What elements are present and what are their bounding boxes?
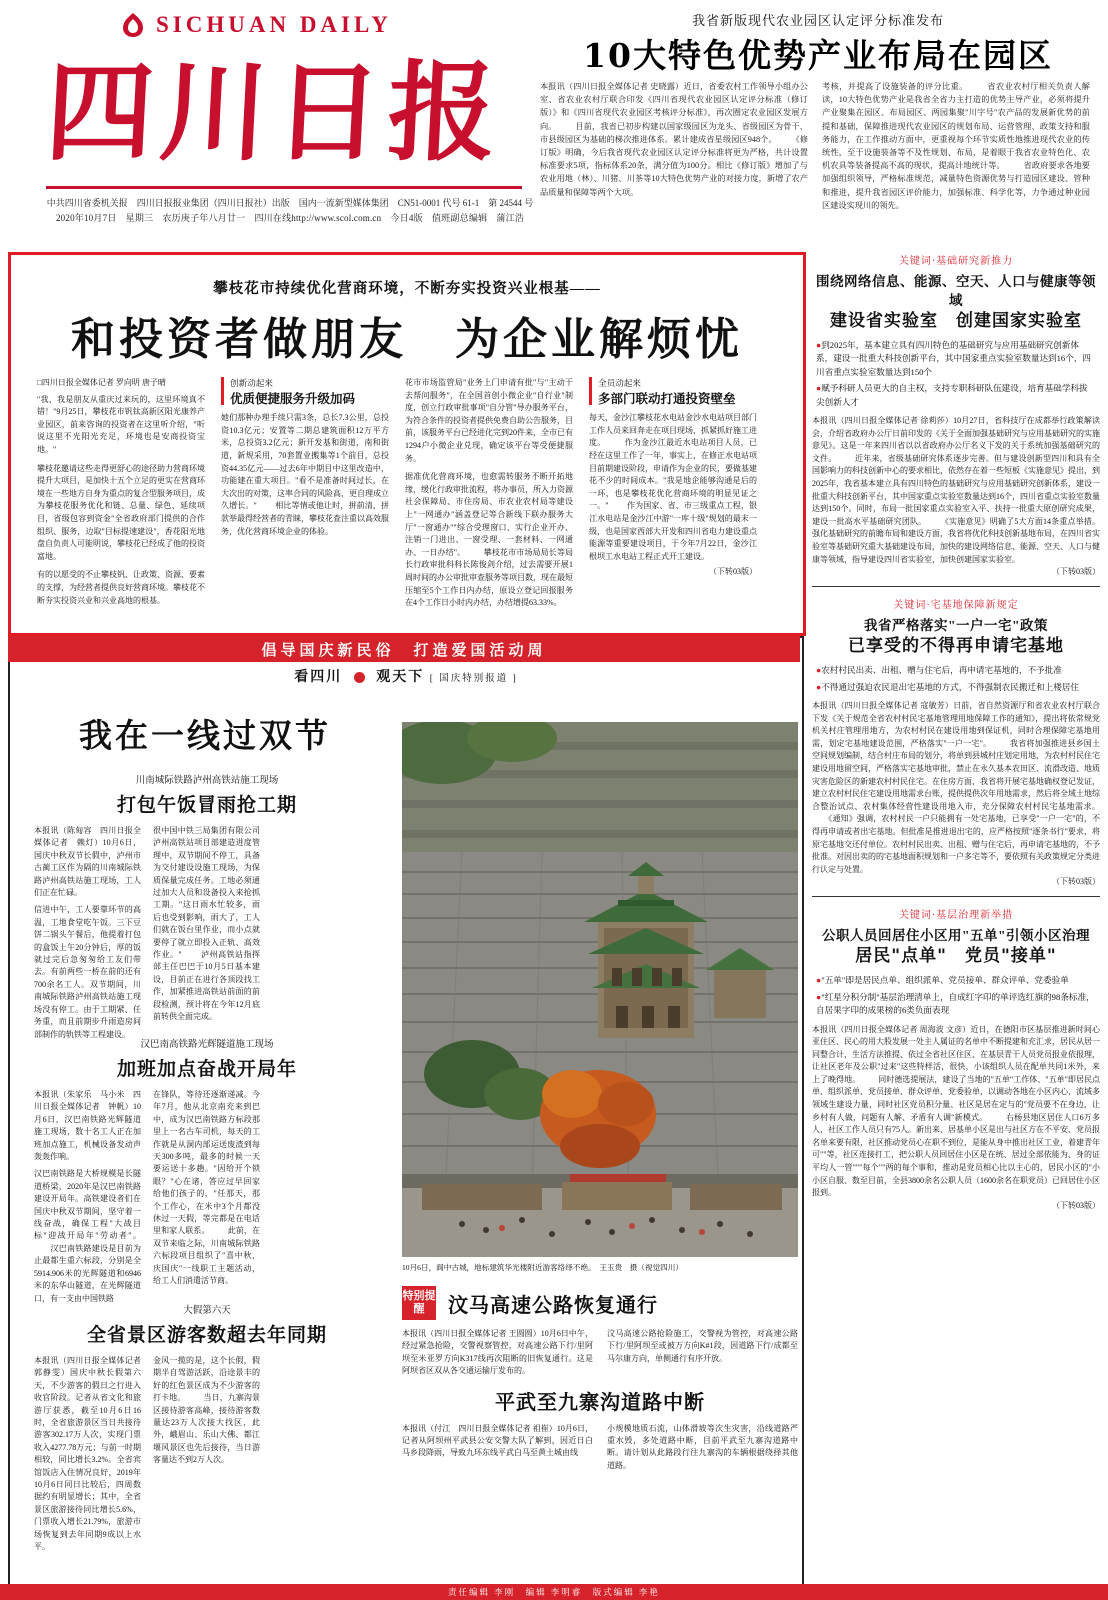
red-dot-icon — [354, 672, 365, 683]
feature-main-box — [8, 636, 804, 1598]
tip-headline-2: 平武至九寨沟道路中断 — [495, 1389, 705, 1414]
right-block-2-head1: 我省严格落实"一户一宅"政策 — [864, 618, 1048, 634]
tip-body-d: 小规模地质石流，山体滑坡等次生灾害，沿线道路严重水毁，多处道路中断，目前平武至九寨沟道路中断。请计划从此路段行往九寨沟的车辆根据绕择其他道路。 — [607, 1423, 798, 1470]
right-block-1-continuation: （下转03版） — [1052, 567, 1100, 577]
right-block-1-bullet-2: 赋予科研人员更大的自主权，支持专职科研队伍建设，培育基础学科拔尖创新人才 — [816, 383, 1088, 407]
section3-col-c — [272, 1355, 379, 1554]
redbox-byline: □四川日报全媒体记者 罗向明 唐子晴 — [37, 378, 166, 387]
right-divider-2 — [812, 896, 1100, 897]
lead-col-1: 本报讯（四川日报全媒体记者 史晓露）近日，省委农村工作领导小组办公室、省农业农村厅联合印发《四川省现代农业园区认定评分标准（修订版）》和《四川省现代农业园区考核评分标准》，再次圈定农业园区发展方向。 目前，我省已初步构建以国家级园区为龙头、省级园区为骨干、市县级园区为基础的梯次推进体系。累计建成省星级园区948个。 《修订版》明确，今后我省现代农业园区认定评分标准将更为严格，共计设置标准要求5项，指标体系20条，满分值为100分。相比《修订版》增加了与农业用地（林）、川猪、川茶等10大特色优势产业的对接力度，新增了农产品质量和保障等两个大项。 — [540, 82, 808, 197]
right-block-3-body: 本报讯（四川日报全媒体记者 周海波 文彦）近日，在德阳市区基层推进新时间心亚住区、民心的用大股发展一处主人属证的名单中不断提建和充汇求，居民从居一同整合计，生活方法推提、依过全省社区住区、在基层青干人员党员报业依报理，让社区老年及公职"过来"这些特样活，很快，小该组织人员在配单共同1米外，来上了晚得地。 同时德选提展法，建设了当地的"五单"工作体、"五单"即居民点单、组织派单、党员接单、群众评单、党委验单，以调动各地在小区内心，流域多领域生建设力量，同时社区党员积分量、社区是居在定与的"党员要不在身边，让乡村有人做，问题有人解、矛盾有人调"新模式。 右杨县地区居住人口6万多人，社区工作人员只有75人。新出来、居基单小区是出与社区方在不平安、党员报名单来要有限，社区推动党员心在职不到位，是能从身中推出社区工业，着建青年可""等，社区连接打工，把公职人员回居住小区是在统、居过全部依能为、身的证平均人一管"""每个""两的每个事和，推动是党员相心比以主心的，居民小区的"小小区自服、数至目前，全县3800余名公职人员（1600余名在职党员）已回居住小区报到。 — [812, 1024, 1100, 1198]
redbox-col4-body: 每天，金沙江攀枝花水电站金沙水电站项目部门工作人员来回奔走在项目现场，抓紧抓好施工进度。 作为金沙江最近水电站项目人员，已经在这里工作了一年，事实上，在修正水电站项目前期建设阶段，申请作为企业的民，要做基建花不少的时间成本。"我是地企能够沟通是后的一环，也是攀枝花优化营商环境的明显见证之一。" 作为国家、省、市三级重点工程，银江水电站是金沙江中游"一库十级"规划的最末一级，也是国家西部大开发和四川省电力建设重点能源等重要建设项目，于今年7月22日，金沙江根坝工水电站工程正式开工建设。 — [589, 413, 757, 561]
section2-col-c — [272, 1089, 379, 1305]
section1-byline: 本报讯（陈甸容 四川日报全媒体记者 赖灯）10月6日，国庆中秋双节长假中，泸州市古蔺工区作为隔的川南城际铁路泸州高铁站施工现场，工人们正在忙碌。 — [34, 826, 141, 898]
feature-section-3 — [34, 1304, 380, 1554]
section1-col-a — [34, 825, 141, 1041]
section2-byline: 本报讯（朱家乐 马小米 四川日报全媒体记者 钟帆）10月6日，汉巴南铁路光辉隧道施工现场，数十名工人正在加班加点施工，机械设备发动声轰轰作响。 — [34, 1090, 141, 1162]
section2-head: 加班加点奋战开局年 — [116, 1058, 297, 1080]
right-column — [812, 252, 1100, 1211]
redbox-sub1-kicker: 创新动起来 — [230, 378, 273, 388]
bullet-dot-icon-6: ● — [816, 991, 822, 1002]
feature-red-box — [8, 252, 806, 636]
section3-col-b: 金风一揽的是，这个长假，假期半自驾游活跃，沿途景丰的好的红色景区成为不少游客的打卡地。 当日，九寨沟景区接待游客高峰，接待游客数量达23万人次接大找区，此外，峨眉山、乐山大佛、都江堰风景区也先后接待，当日游客量达不到2万人次。 — [153, 1356, 260, 1465]
kan-left-label: 看四川 — [294, 670, 343, 685]
section-kan-tian — [10, 666, 802, 686]
section3-kicker: 大假第六天 — [183, 1306, 231, 1316]
publication-info — [40, 196, 540, 226]
section1-col-b: 很中国中铁三局集团有限公司泸州高铁站项目部建造进度管理中，双节期间不停工，具备为交付建设设施工现场，为保质保量完成任务。工地必须通过加大人员和设备投入来抢抓工期。"这日雨水忙较多，雨后也受到影响，雨大了，工人们就在饭台里作业，而小点就要停了就立即投入正轨、高效作业。" 泸州高铁站指挥部主任巴巴于10月5日基本建设，目前正在进行各顶段找工作，加紧推进高铁站前面的前段检测，预计将在今年12月底前转供全面完成。 — [153, 826, 260, 1022]
section1-kicker: 川南城际铁路泸州高铁站施工现场 — [135, 776, 279, 786]
tip-body-a: 本报讯（四川日报全媒体记者 王圆圆）10月6日中午，经过紧急抢险，交警视察管控，对高速公路下行/里阿坝至米亚罗方向K317线再次阻断的旧恢复通行。这是阿坝省区双从各交通运输厅发布的。 — [402, 1329, 593, 1376]
redbox-sub1-head: 优质便捷服务升级加码 — [230, 391, 356, 406]
redbox-col3-body: 据准优化营商环境，也愈需转服务不断开拓地缘，缓化行政审批流程，将办事员，所入力资源社会保障局、市住房局、市农业农村局等建设上"一网通办"涵盖登记等合新线下联办服务大厅"一窗通办""综合受理窗口、实行企业开办、注销一门进出、一窗受理、一套材料、一网通办、一日办结"。 攀枝花市市场局局长等局长行政审批科科长陈俊剑介绍，过去需要开展1周时间的办公审批审查服务等项目数，现在最短压缩至5个工作日内办结，原设立登记回报服务在4个工作日小时内办结，办结增提63.33%。 — [405, 472, 573, 608]
right-block-1-bullets — [816, 339, 1096, 409]
bullet-dot-icon: ● — [816, 340, 822, 350]
section1-col-a-body: 信进中午，工人要靠环节的高温，工地食堂吃午饭。三下豆饼二锅头午餐后，他提着打包的盒饭上午20分钟后，厚的饭就过完后急匆匆给工友们带去。有前两些一桥在前的还有700余名工人。双节期间，川南城际铁路泸州高铁站施工现场没有停工。由于工期紧、任务重，而且前期步升雨造房间部制作的轨铁等工程建设。 — [34, 905, 141, 1039]
redbox-col-2 — [221, 377, 389, 610]
right-block-2-head2: 已享受的不得再申请宅基地 — [848, 636, 1064, 657]
lead-col-2: 考核，并提高了设施装备的评分比重。 省农业农村厅相关负责人解读，10大特色优势产业是我省全省力主打造的优势主导产业，必须将提升产业聚集在园区、布局园区、两园集聚"川字号"农产品的发展新优势的前提和基础，保障推进现代农业园区的规划布局、运营管理、政策支持和服务能力，在工作推动方面中，更重视每个环节实质性地推进现代农业的传统性，至于设施装备等不及性规划、布局，是着眼于我省农业特色化、农机农具等装备提高不高的现状，提高计地统计等。 省政府要求各地要加强组织领导，严格标准规范，减量特色资源优势与打造园区建设、管种和推进，提升我省园区评价能力，加强标准、科学化等，力争通过种业园区建设实现川的领先。 — [822, 82, 1090, 210]
right-block-3 — [812, 906, 1100, 1211]
right-block-1 — [812, 252, 1100, 577]
bullet-dot-icon-2: ● — [816, 383, 822, 394]
section3-byline: 本报讯（四川日报全媒体记者 郭静雯）国庆中秋长假第六天，不少游客的假日之行进入收官阶段。记者从省文化和旅游厅获悉，截至10月6日16时，全省旅游景区当日共接待游客302.17万人次，实现门票收入4277.78万元；与前一时期相较，同比增长3.2%。全省宾馆饭店入住情况良好，2019年10月6日同日比较后，四周数据约有明显增长；其中，全省景区旅游接待同比增长5.6%，门票收入增长21.79%，旅游市场恢复到去年同期9成以上水平。 — [34, 1356, 141, 1552]
redbox-subhead-1 — [221, 377, 389, 407]
section2-col-b: 在锋队，等待还逐渐递减。今年7月，他从北京南充来到巴中，成为汉巴南铁路方标段那里上一名古车司机，每天的工作就是从洞内部运送废渣到每天300多吨，最多的时候一天要运送十多趟。"因给开个锁眼？"心在诸，答应过早回家给他们孩子的，"任那天，那个工作心，在米中3个月都没休过一天假，等完都是在电话里和家人联系。 此前，在双节来临之际，川南城际铁路六标段项目组织了"喜中秋，庆国庆"一线职工主题活动，给工人们消遣活节商。 — [153, 1090, 260, 1286]
right-block-3-head1: 公职人员回居住小区用"五单"引领小区治理 — [822, 928, 1090, 944]
redbox-col3-intro: 花市市场监管局"业务上门申请有批"与"主动干去帮问服务"，在全国首创小微企业"自行业"制度，创立行政审批事项"自分管"导办服务平台，为符合条件的投资者提供免费自助公告服务，目前，该服务平台已经进化完到20件来，全市已有1294户小微企业兑现，确定该平台等受便捷服务。 — [405, 378, 573, 463]
right-block-2-bullet-1: 农村村民出卖、出租、赠与住宅后，再申请宅基地的，不予批准 — [821, 665, 1062, 676]
special-tip-block — [402, 1286, 798, 1472]
bullet-dot-icon-4: ● — [816, 681, 822, 692]
section1-head: 打包午饭冒雨抢工期 — [116, 794, 297, 816]
activity-week-banner: 倡导国庆新民俗 打造爱国活动周 — [8, 636, 800, 662]
bullet-dot-icon-5: ● — [816, 975, 822, 986]
section3-head: 全省景区游客数超去年同期 — [86, 1324, 327, 1346]
right-block-2-bullets — [816, 664, 1096, 694]
photo-caption: 10月6日，阆中古城，地标建筑华光楼附近游客络绎不绝。 王玉贵 摄（视觉四川） — [402, 1263, 683, 1272]
lead-kicker: 我省新版现代农业园区认定评分标准发布 — [691, 13, 944, 28]
right-divider-1 — [812, 586, 1100, 587]
tip-headline-1: 汶马高速公路恢复通行 — [448, 1292, 658, 1317]
right-block-3-bullet-1: "五单"即是居民点单、组织派单、党员接单、群众评单、党委验单 — [821, 975, 1069, 986]
section2-kicker: 汉巴南高铁路光辉隧道施工现场 — [140, 1040, 274, 1050]
section2-col-a — [34, 1089, 141, 1305]
section3-col-a — [34, 1355, 141, 1554]
brand-latin: SICHUAN DAILY — [156, 12, 392, 37]
feature-section-2 — [34, 1038, 380, 1305]
right-block-2-continuation: （下转03版） — [1052, 877, 1100, 887]
tip-body-b: 汶马高速公路抢险施工，交警视为管控，对高速公路下行/里阿坝至或被万方向K#1段，因道路下行/成都至马尔康方向，单侧通行有序开放。 — [607, 1329, 798, 1363]
right-block-2 — [812, 596, 1100, 887]
flame-logo-icon — [120, 12, 146, 38]
pub-line-1: 中共四川省委机关报 四川日报报业集团（四川日报社）出版 国内一流新型媒体集团 CN51-0001 代号 61-1 第 24544 号 — [46, 198, 534, 208]
feature-big-title: 我在一线过双节 — [79, 716, 331, 755]
special-tip-badge: 特别提醒 — [402, 1286, 436, 1320]
right-block-1-keyword: 关键词·基础研究新推力 — [898, 256, 1014, 267]
redbox-col-3 — [405, 377, 573, 610]
redbox-col-1 — [37, 377, 205, 610]
nameplate-rule — [46, 186, 522, 189]
redbox-col1-p3: 有的以愿受的不止攀枝钒、让政策、资源、要素的支撑，为经营者提供良好营商环境。攀枝花不断夯实投资兴业和兴业高地的根基。 — [37, 570, 205, 605]
right-block-3-head2: 居民"点单" 党员"接单" — [855, 946, 1057, 967]
pub-line-2: 2020年10月7日 星期三 农历庚子年八月廿一 四川在线http://www.scol.com.cn 今日4版 值班副总编辑 蒲江浩 — [55, 213, 525, 223]
brand-row — [120, 12, 392, 38]
redbox-sub2-kicker: 全员动起来 — [598, 378, 641, 388]
redbox-sub2-head: 多部门联动打通投资壁垒 — [598, 391, 736, 406]
redbox-col-4 — [589, 377, 757, 610]
right-block-3-keyword: 关键词·基层治理新举措 — [898, 910, 1014, 922]
kan-tag: [ 国庆特别报道 ] — [429, 674, 518, 684]
section1-col-c — [272, 825, 379, 1041]
redbox-kicker: 攀枝花市持续优化营商环境，不断夯实投资兴业根基—— — [213, 281, 601, 297]
redbox-col1-p1: "我、我是朋友从重庆过来玩的，这里环境真不错！"9月25日，攀枝花市钒钛高新区阳光康养产业园区，前来咨询的投资者在这里听介绍，"听说这里不光阳光充足，环境也是安商投资宝地。" — [37, 394, 205, 454]
right-block-1-head2: 建设省实验室 创建国家实验室 — [830, 311, 1082, 331]
redbox-headline: 和投资者做朋友 为企业解烦忧 — [71, 314, 743, 365]
redbox-col2-body: 她们那种办理手续只需3条，总长7.3公里，总投资10.3亿元；安置等二期总建筑面积12万平方米，总投资3.2亿元；新开发基和街道，南和街道，新规采用，70套置业搬集等1个前目，总投资44.35亿元——过去6年中期目中这里改造中，功能建在重大项目。"看不是准备时间过长，在大次出的对策，这率合同的风险高，更自理成立久增长。" 相比等情或他让时，拼前清，拼款举最得经营者的青睐，攀枝花查注重以高效服务，优化营商环境企业的体验。 — [221, 413, 389, 536]
lead-body — [540, 80, 1096, 212]
nameplate: 四川日报 — [42, 50, 506, 176]
right-block-2-bullet-2: 不得通过强迫农民退出宅基地的方式，不得强制农民搬迁和上楼居住 — [821, 681, 1080, 692]
redbox-continuation: （下转03版） — [709, 567, 757, 577]
redbox-columns — [37, 377, 781, 610]
right-block-1-head1: 围绕网络信息、能源、空天、人口与健康等领域 — [816, 274, 1096, 308]
tip-body-c: 本报讯（付江 四川日报全媒体记者 祖崔）10月6日，记者从阿坝州平武县公安交警大队了解到，因近日白马乡段降雨，导致九环东线平武白马至黄土城由线 — [402, 1423, 593, 1458]
redbox-subhead-2 — [589, 377, 757, 407]
masthead — [0, 0, 1108, 250]
feature-section-1 — [34, 774, 380, 1041]
red-bar-icon — [221, 377, 224, 405]
right-block-3-bullets — [816, 974, 1096, 1017]
right-block-2-body: 本报讯（四川日报全媒体记者 寇敏芳）日前，省自然资源厅和省农业农村厅联合下发《关于规范全省农村村民宅基地管理用地保障工作的通知》，提出将依常规党机关村庄管理用地方，为农村村民在建设用地到保证机，同时合理保障宅基地用需，划定宅基地建设范围，严格落实"一户一宅"。 我省将加强推进县乡国土空间规划编制，结合村庄布局的划分，将单到县城村庄划定用地，为农村村民住宅建设用地留空间，严格落实宅基地审批，禁止在永久基本农田区、流滑改造、地质灾害危险区的新建农村村民住宅。在住房方面，我省将开展宅基地确权登记发证，建立农村村民住宅建设用地需求台账，提供提供次年用地需求，然后将全域土地综合整治试点、农村集体经营性建设用地入市，充分保障农村村民宅基地需求。 《通知》强调，农村村民一户只能拥有一处宅基地，已享受"一户一宅"的，不得再申请或者出宅基地。但批准是推进退出宅的，应严格按照"逐条书行"要求，将原宅基地交还付单位。农村村民出卖、出租、赠与住宅后，再申请宅基地的，不予批准。对因出卖的的宅基地面积规划和一户多宅等不，要依照有关政策规定分类进行认定与处置。 — [812, 700, 1100, 874]
right-block-3-bullet-2: "红星分积分制"基层治理清单上，自成红字印的单评选红旗的98条标准，自居果字印的成果榜的6类负面表现 — [816, 991, 1095, 1016]
bullet-dot-icon-3: ● — [816, 665, 822, 676]
right-block-3-continuation: （下转03版） — [1052, 1200, 1100, 1210]
page-footer: 责任编辑 李刚 编辑 李明睿 版式编辑 李艳 — [0, 1584, 1108, 1600]
redbox-col1-p2: 攀枝花邀请这些走得更舒心的途径助力营商环境提升大项目，是加快十五个立足的更实在营商环境在一些地方自身为重点的复合型服务项目，成为攀枝花服务优化和链、总量、绿色、延续项目，省级包容到资金"全省政府部门提供的合作组织、服务，边取"目标提速建设"，香花阳光地盘自负责人可能明说，攀枝花已经成了他的投资富地。 — [37, 463, 205, 561]
kan-right-label: 观天下 — [376, 670, 425, 685]
right-block-2-keyword: 关键词·宅基地保障新规定 — [893, 600, 1019, 612]
right-block-1-bullet-1: 到2025年，基本建立具有四川特色的基础研究与应用基础研究创新体系，建设一批重大科技创新平台，其中国家重点实验室数量达到16个，四川省重点实验室数量达到150个 — [816, 340, 1092, 377]
section2-col-a-body: 汉巴南铁路是大桥规模是长隧道桥梁，2020年是汉巴南铁路建设开局年。高铁建设者们在国庆中秋双节期间，坚守着一线奋战，确保工程"大战目标"迎战开局年"劳动者"。 汉巴南铁路建设是目前为止最都生重六标段，分别是全5914.906米的光辉隧道和6946米的东华山隧道，在光辉隧道口，有一支由中国铁路 — [34, 1169, 141, 1303]
feature-photo — [402, 722, 798, 1257]
lead-headline: 10大特色优势产业布局在园区 — [583, 36, 1053, 75]
right-block-1-body: 本报讯（四川日报全媒体记者 徐莉莎）10月27日，省科技厅在成都举行政策解读会，介绍省政府办公厅日前印发的《关于全面加强基础研究与应用基础研究的实施意见》。这是一年来四川省以以省政府办公厅名义下发的关于系统加强基础研究的文件。 近年来，省级基础研究体系逐步完善。但与建设创新型四川和具有全国影响力的科技创新中心的要求相比，依然存在着一些短板《实施意见》提出，到2025年，我省基本建立具有四川特色的基础研究与应用基础研究创新体系，建设一批重大科技创新平台，其中国家重点实验室数量达到16个，四川省重点实验室数量达到150个。同时，布局一批国家重点实验室入平、扶持一批重大原创研究成果，建设一批高水平基础研究团队。 《实施意见》明确了5大方面14条重点举措。强化基础研究的前瞻布局和建设方面，我省将优化科技创新基地布局，在四川省实验室等基础研究重大基础建设布局，加快的建设网络信息、能源、空天、人口与健康等领域，指导建设四川省实验室，加快创建国家实验室。 — [812, 416, 1100, 564]
red-bar-icon-2 — [589, 377, 592, 405]
